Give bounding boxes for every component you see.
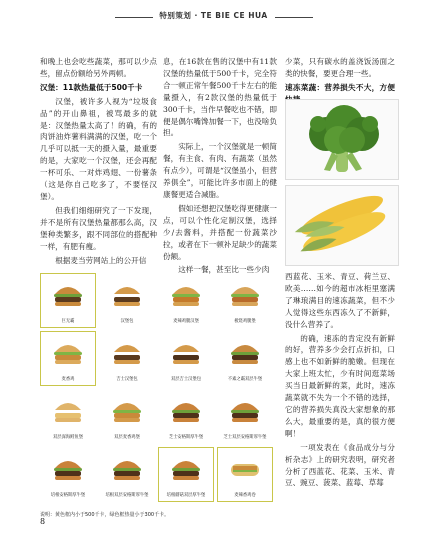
burger-grid bbox=[40, 273, 276, 506]
burger-item bbox=[99, 273, 155, 328]
burger-label: 培根蘑菇双层厚牛堡 bbox=[166, 493, 206, 498]
header-rule-right bbox=[275, 17, 313, 18]
burger-icon bbox=[170, 454, 202, 484]
burger-item bbox=[217, 389, 273, 444]
burger-item bbox=[158, 331, 214, 386]
burger-item bbox=[158, 447, 214, 502]
burger-icon bbox=[170, 396, 202, 426]
paragraph: 根据麦当劳网站上的公开信 bbox=[55, 255, 147, 265]
burger-item bbox=[40, 273, 96, 328]
burger-label: 双层麦香鸡堡 bbox=[114, 435, 140, 440]
figure-caption: 说明：黄色框内小于500千卡，绿色框热量小于300千卡。 bbox=[40, 512, 170, 518]
burger-item bbox=[158, 389, 214, 444]
burger-label: 吉士汉堡包 bbox=[116, 377, 138, 382]
burger-label: 培根双层安格斯厚牛堡 bbox=[105, 493, 149, 498]
page-header bbox=[0, 6, 427, 28]
paragraph: 假如还想把汉堡吃得更健康一点，可以个性化定制汉堡，选择少/去酱料，并搭配一份蔬菜沙拉，或者在下一顿补足缺少的蔬菜份额。 bbox=[163, 203, 277, 261]
burger-label: 麦香鸡 bbox=[61, 377, 75, 382]
burger-label: 双层吉士汉堡包 bbox=[170, 377, 202, 382]
burger-label: 麦辣鸡腿汉堡 bbox=[173, 319, 199, 324]
paragraph: 和晚上也会吃些蔬菜，那可以少点些，留点份额给另外两顿。 bbox=[40, 57, 157, 78]
burger-label: 芝士双层安格斯厚牛堡 bbox=[223, 435, 267, 440]
page-number: 8 bbox=[40, 517, 46, 526]
burger-icon bbox=[170, 280, 202, 310]
corn-illustration bbox=[286, 186, 398, 265]
burger-label: 汉堡包 bbox=[120, 319, 134, 324]
burger-label: 麦辣香鸡卷 bbox=[234, 493, 256, 498]
paragraph: 一项发表在《食品成分与分析杂志》上的研究表明，研究者分析了西蓝花、花菜、玉米、青豆、豌豆、菠菜、蓝莓、草莓 bbox=[285, 442, 395, 488]
burger-icon bbox=[111, 454, 143, 484]
paragraph: 的确，速冻的肯定没有新鲜的好，营养多少会打点折扣，口感上也不如新鲜的脆嫩。但现在大家上班太忙，少有时间逛菜场买当日最新鲜的菜，此时，速冻蔬菜就不失为一个不错的选择，它的营养损失真没大家想象的那么大，最重要的是，真的很方便啊！ bbox=[285, 333, 395, 438]
column-3-bottom bbox=[285, 271, 395, 491]
header-title: 特别策划 · TE BIE CE HUA bbox=[159, 11, 268, 20]
burger-icon bbox=[170, 338, 202, 368]
paragraph: 少菜，只有碳水的盖浇饭汤面之类的快餐，要更合理一些。 bbox=[285, 57, 395, 78]
corn-photo bbox=[285, 185, 399, 266]
column-2 bbox=[163, 56, 277, 278]
paragraph: 实际上，一个汉堡就是一顿简餐，有主食、有肉、有蔬菜（虽然有点少），可谓是“汉堡虽小，但营养俱全”，可能比许多市面上的健康餐更适合减脂。 bbox=[163, 142, 277, 199]
burger-item bbox=[40, 331, 96, 386]
burger-icon bbox=[111, 396, 143, 426]
burger-icon bbox=[229, 280, 261, 310]
column-1 bbox=[40, 56, 157, 268]
broccoli-photo bbox=[285, 99, 399, 180]
section-heading: 速冻菜蔬：营养损失不大，方便 bbox=[285, 82, 395, 92]
burger-label: 不素之霸双层牛堡 bbox=[227, 377, 263, 382]
paragraph: 这样一餐，甚至比一些少肉 bbox=[178, 265, 270, 275]
paragraph: 西蓝花、玉米、青豆、荷兰豆、欧美……如今的超市冰柜里塞满了琳琅满目的速冻蔬菜，但不少人觉得这些东西冻久了不新鲜，没什么营养了。 bbox=[285, 272, 395, 329]
burger-item bbox=[40, 447, 96, 502]
burger-item bbox=[217, 331, 273, 386]
burger-icon bbox=[111, 280, 143, 310]
burger-label: 巨无霸 bbox=[61, 319, 75, 324]
burger-icon bbox=[229, 338, 261, 368]
burger-icon bbox=[52, 396, 84, 426]
burger-icon bbox=[52, 454, 84, 484]
burger-label: 板烧鸡腿堡 bbox=[234, 319, 256, 324]
burger-item bbox=[217, 273, 273, 328]
burger-icon bbox=[229, 396, 261, 426]
burger-item bbox=[99, 331, 155, 386]
burger-item bbox=[40, 389, 96, 444]
paragraph: 汉堡，被许多人视为“垃圾食品”的开山鼻祖，被骂最多的就是：汉堡热量太高了！的确，有的肉饼油炸薯料满满的汉堡，吃一个几乎可以抵一天的摄入量，最重要的是，大家吃一个汉堡，还会再配一杯可乐、一对炸鸡翅、一份薯条（这是你自己吃多了，不要怪汉堡）。 bbox=[40, 96, 157, 201]
paragraph: 息，在16款在售的汉堡中有11款汉堡的热量低于500千卡，完全符合一顿正常午餐500千卡左右的能量摄入，有2款汉堡的热量低于300千卡，当作早餐吃也不错，即便是偶尔嘴馋加餐一下，也没啥负担。 bbox=[163, 57, 277, 138]
burger-label: 双层深海鳕鱼堡 bbox=[52, 435, 84, 440]
burger-icon bbox=[229, 454, 261, 484]
burger-item bbox=[158, 273, 214, 328]
burger-item bbox=[99, 389, 155, 444]
burger-item bbox=[99, 447, 155, 502]
burger-icon bbox=[52, 338, 84, 368]
burger-label: 培根安格斯厚牛堡 bbox=[50, 493, 86, 498]
section-heading: 汉堡：11款热量低于500千卡 bbox=[40, 82, 143, 92]
broccoli-illustration bbox=[286, 100, 398, 179]
burger-icon bbox=[111, 338, 143, 368]
burger-label: 芝士安格斯厚牛堡 bbox=[168, 435, 204, 440]
paragraph: 但我们细细研究了一下发现，并不是所有汉堡热量都那么高，汉堡种类繁多，跟不同部位的搭配种一样，有肥有瘦。 bbox=[40, 205, 157, 251]
burger-icon bbox=[52, 280, 84, 310]
burger-item bbox=[217, 447, 273, 502]
